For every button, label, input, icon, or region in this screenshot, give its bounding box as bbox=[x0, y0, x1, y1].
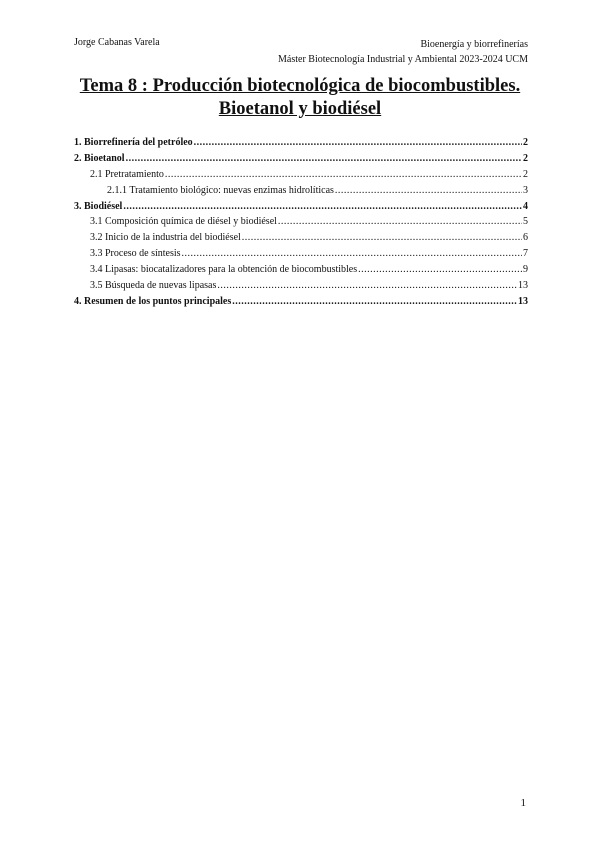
toc-entry-page: 6 bbox=[523, 232, 528, 244]
toc-leader-dots bbox=[126, 153, 522, 164]
toc-entry-page: 5 bbox=[523, 216, 528, 228]
document-title bbox=[60, 75, 540, 121]
toc-entry[interactable] bbox=[74, 296, 528, 312]
title-line-2: Bioetanol y biodiésel bbox=[218, 99, 382, 119]
header-course: Bioenergía y biorrefinerías bbox=[420, 39, 528, 50]
title-line-1: Tema 8 : Producción biotecnológica de biocombustibles. bbox=[79, 76, 521, 96]
toc-entry-page: 2 bbox=[523, 137, 528, 148]
toc-entry-title: 1. Biorrefinería del petróleo bbox=[74, 137, 193, 148]
toc-entry-page: 3 bbox=[523, 184, 528, 196]
toc-entry[interactable] bbox=[74, 185, 528, 201]
toc-leader-dots bbox=[217, 280, 517, 291]
toc-entry[interactable] bbox=[74, 201, 528, 217]
toc-leader-dots bbox=[242, 232, 522, 243]
toc-entry[interactable] bbox=[74, 248, 528, 264]
toc-entry-title: 3.5 Búsqueda de nuevas lipasas bbox=[90, 280, 217, 292]
table-of-contents bbox=[74, 137, 528, 312]
toc-entry-page: 9 bbox=[523, 264, 528, 276]
toc-entry[interactable] bbox=[74, 280, 528, 296]
toc-entry-title: 4. Resumen de los puntos principales bbox=[74, 295, 232, 307]
toc-entry-title: 3.3 Proceso de síntesis bbox=[90, 248, 181, 260]
toc-entry-title: 2.1.1 Tratamiento biológico: nuevas enzimas hidrolíticas bbox=[107, 184, 334, 196]
toc-entry-page: 7 bbox=[523, 248, 528, 260]
header-right bbox=[278, 37, 528, 67]
toc-entry-page: 13 bbox=[518, 295, 528, 307]
toc-entry-page: 2 bbox=[523, 168, 528, 180]
toc-entry-page: 13 bbox=[518, 280, 528, 292]
toc-leader-dots bbox=[123, 201, 522, 212]
toc-leader-dots bbox=[232, 296, 517, 307]
header-author: Jorge Cabanas Varela bbox=[74, 37, 160, 48]
toc-leader-dots bbox=[165, 169, 522, 180]
toc-entry[interactable] bbox=[74, 216, 528, 232]
toc-entry-page: 2 bbox=[523, 152, 528, 164]
toc-entry-page: 4 bbox=[523, 200, 528, 212]
toc-entry[interactable] bbox=[74, 137, 528, 153]
toc-entry[interactable] bbox=[74, 264, 528, 280]
toc-entry-title: 2.1 Pretratamiento bbox=[90, 168, 164, 180]
page-number: 1 bbox=[520, 797, 526, 809]
toc-entry-title: 2. Bioetanol bbox=[74, 152, 125, 164]
toc-entry[interactable] bbox=[74, 153, 528, 169]
header-program: Máster Biotecnología Industrial y Ambiental 2023-2024 UCM bbox=[278, 54, 528, 65]
toc-leader-dots bbox=[335, 185, 522, 196]
toc-entry-title: 3. Biodiésel bbox=[74, 200, 123, 212]
toc-leader-dots bbox=[194, 137, 522, 148]
toc-entry[interactable] bbox=[74, 169, 528, 185]
toc-leader-dots bbox=[182, 248, 522, 259]
toc-entry[interactable] bbox=[74, 232, 528, 248]
toc-entry-title: 3.1 Composición química de diésel y biodiésel bbox=[90, 216, 277, 228]
toc-leader-dots bbox=[278, 216, 522, 227]
toc-entry-title: 3.2 Inicio de la industria del biodiésel bbox=[90, 232, 241, 244]
toc-leader-dots bbox=[358, 264, 522, 275]
toc-entry-title: 3.4 Lipasas: biocatalizadores para la obtención de biocombustibles bbox=[90, 264, 358, 276]
